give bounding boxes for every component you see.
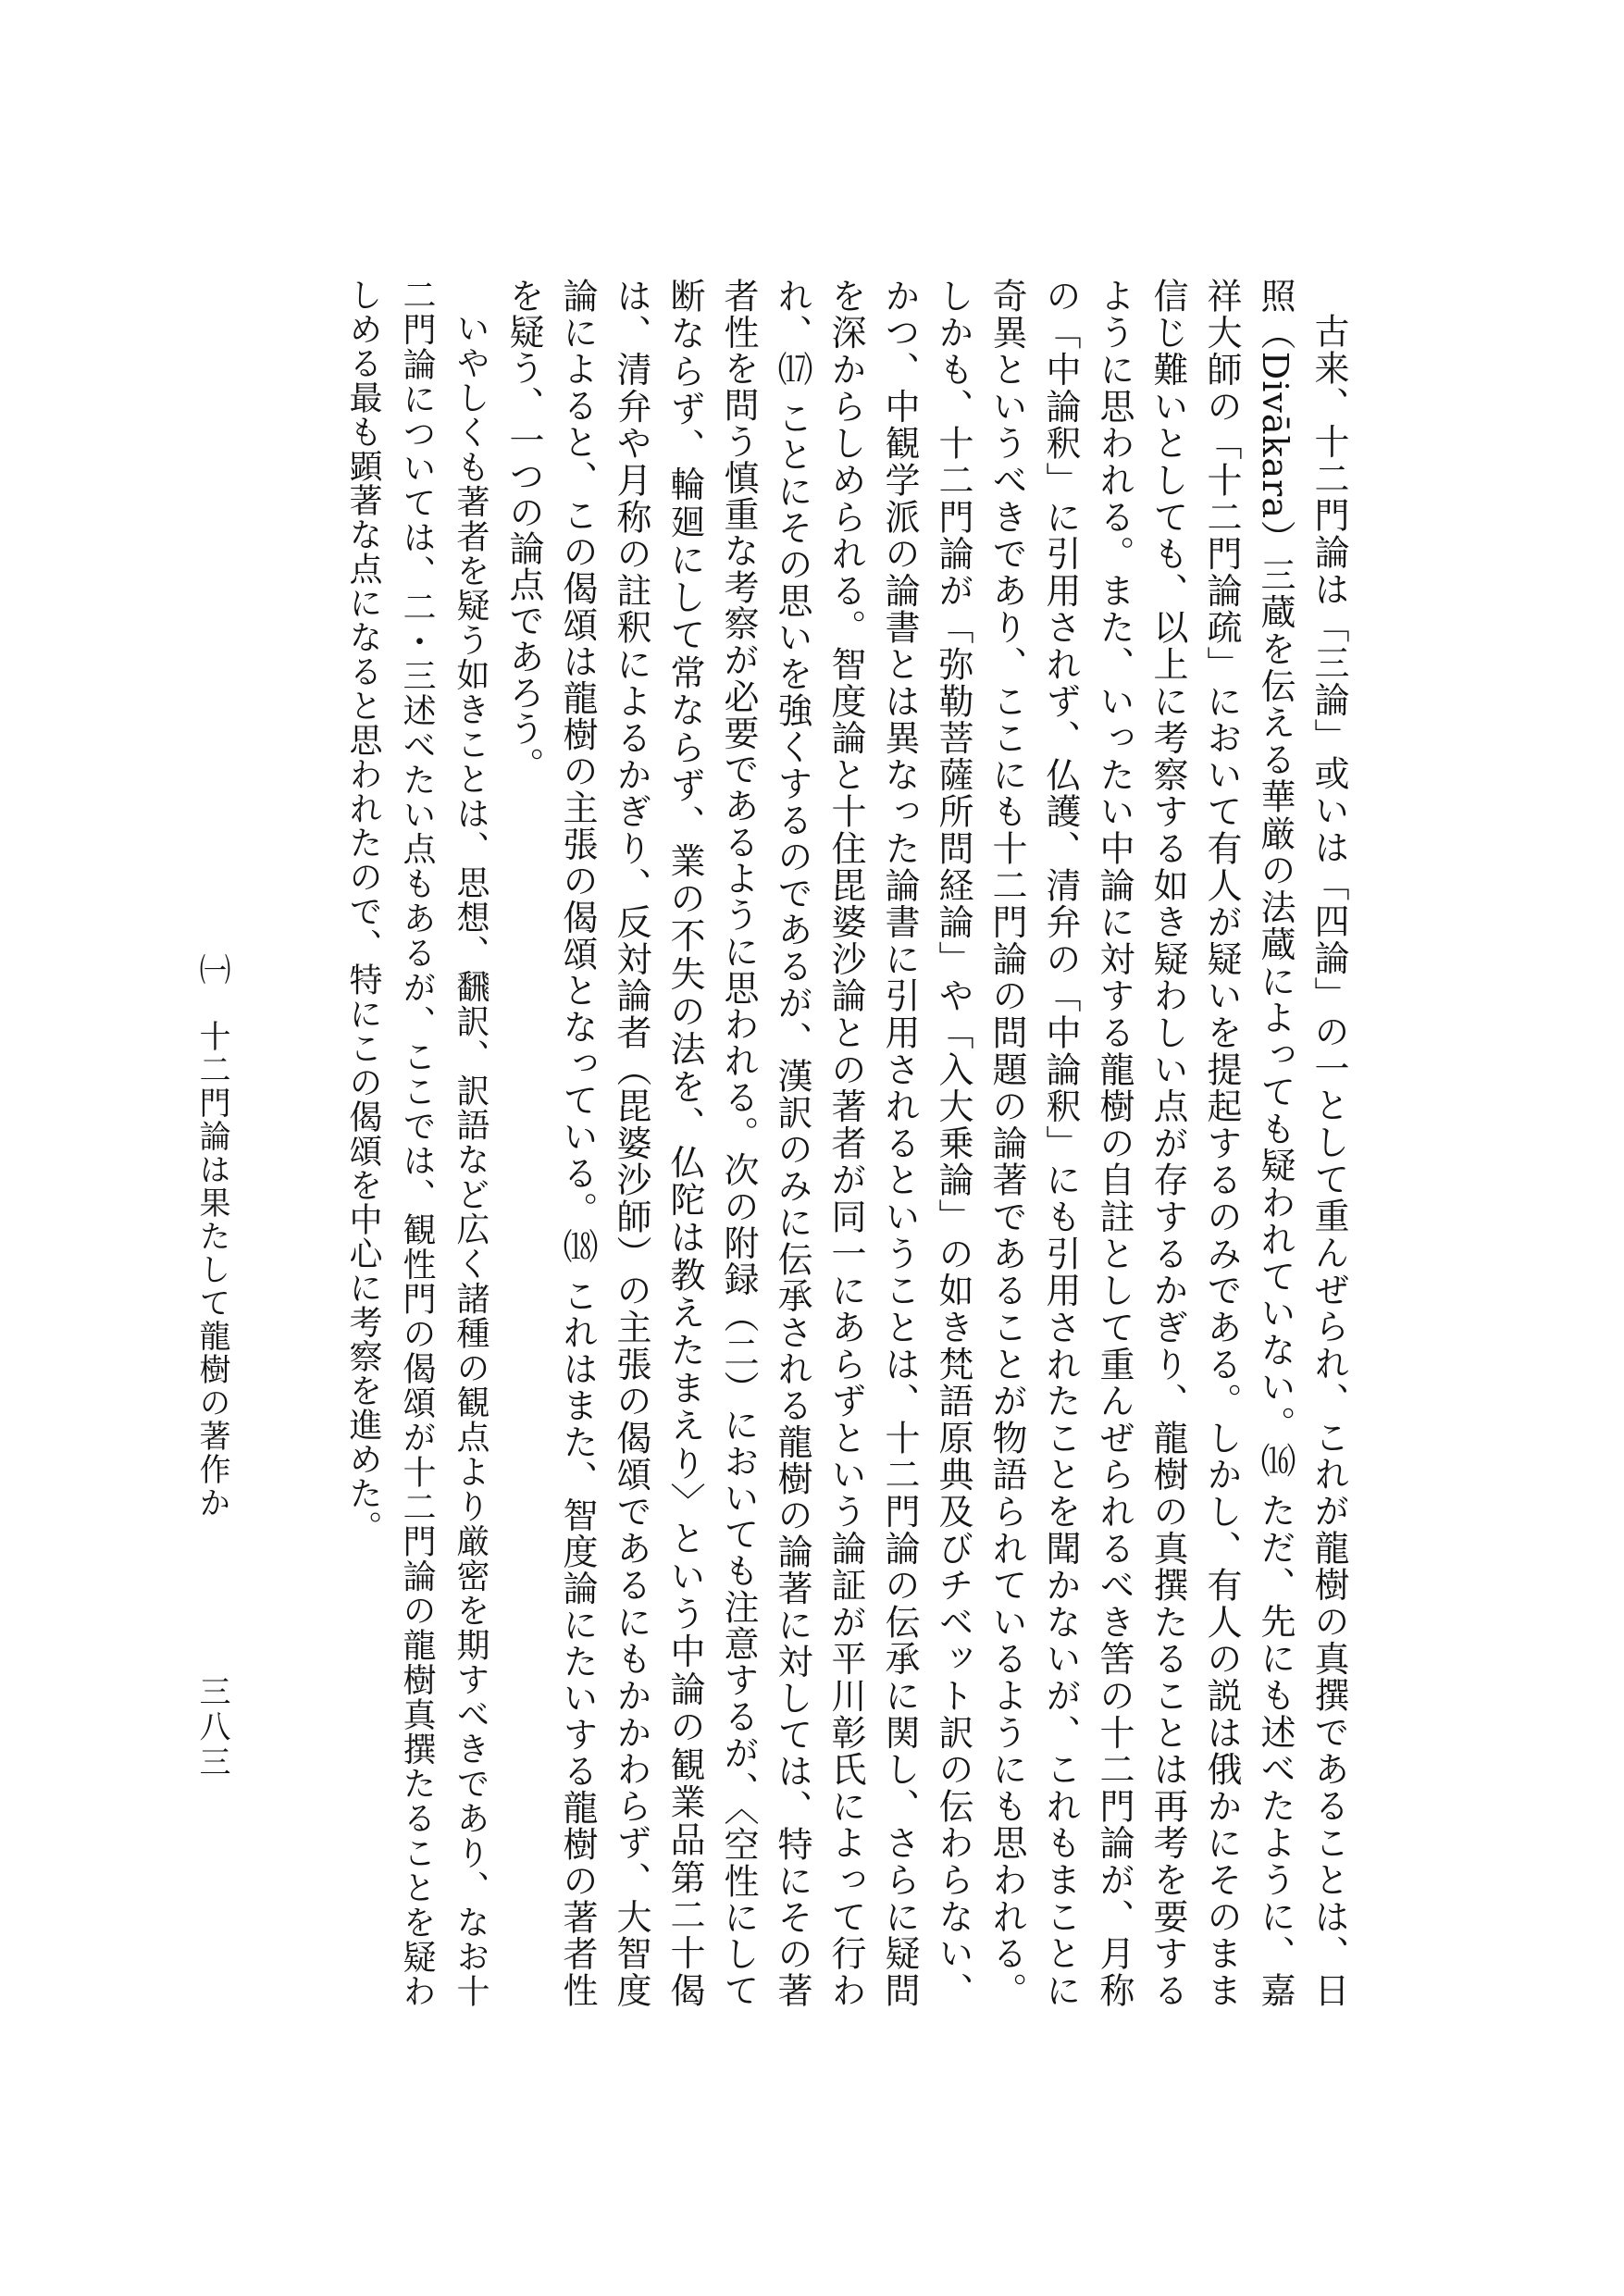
paragraph-2: いやしくも著者を疑う如きことは、思想、飜訳、訳語など広く諸種の観点より厳密を期すべきであり、なお十二門論については、二・三述べたい点もあるが、ここでは、観性門の偈頌が十二門論の龍樹真撰たることを疑わしめる最も顕著な点になると思われたので、特にこの偈頌を中心に考察を進めた。 bbox=[344, 278, 490, 2008]
body-text bbox=[336, 278, 1356, 2008]
page-number: 三八三 bbox=[193, 1675, 230, 1781]
paragraph-1: 古来、十二門論は「三論」或いは「四論」の一として重んぜられ、これが龍樹の真撰であることは、日照（Divākara）三蔵を伝える華厳の法蔵によっても疑われていない。⒃ ただ、先にも述べたように、嘉祥大師の「十二門論疏」において有人が疑いを提起するのみである。しかし、有人の説は俄かにそのまま信じ難いとしても、以上に考察する如き疑わしい点が存するかぎり、龍樹の真撰たることは再考を要するように思われる。また、いったい中論に対する龍樹の自註として重んぜられるべき筈の十二門論が、月称の「中論釈」に引用されず、仏護、清弁の「中論釈」にも引用されたことを聞かないが、これもまことに奇異というべきであり、ここにも十二門論の問題の論著であることが物語られているようにも思われる。しかも、十二門論が「弥勒菩薩所問経論」や「入大乗論」の如き梵語原典及びチベット訳の伝わらない、かつ、中観学派の論書とは異なった論書に引用されるということは、十二門論の伝承に関し、さらに疑問を深からしめられる。智度論と十住毘婆沙論との著者が同一にあらずという論証が平川彰氏によって行われ、⒄ ことにその思いを強くするのであるが、漢訳のみに伝承される龍樹の論著に対しては、特にその著者性を問う慎重な考察が必要であるように思われる。次の附録（二）においても注意するが、〈空性にして断ならず、輪廻にして常ならず、業の不失の法を、仏陀は教えたまえり〉という中論の観業品第二十偈は、清弁や月称の註釈によるかぎり、反対論者（毘婆沙師）の主張の偈頌であるにもかかわらず、大智度論によると、この偈頌は龍樹の主張の偈頌となっている。⒅ これはまた、智度論にたいする龍樹の著者性を疑う、一つの論点であろう。 bbox=[503, 278, 1349, 2008]
running-head: ㈠ 十二門論は果たして龍樹の著作か bbox=[193, 953, 230, 1520]
